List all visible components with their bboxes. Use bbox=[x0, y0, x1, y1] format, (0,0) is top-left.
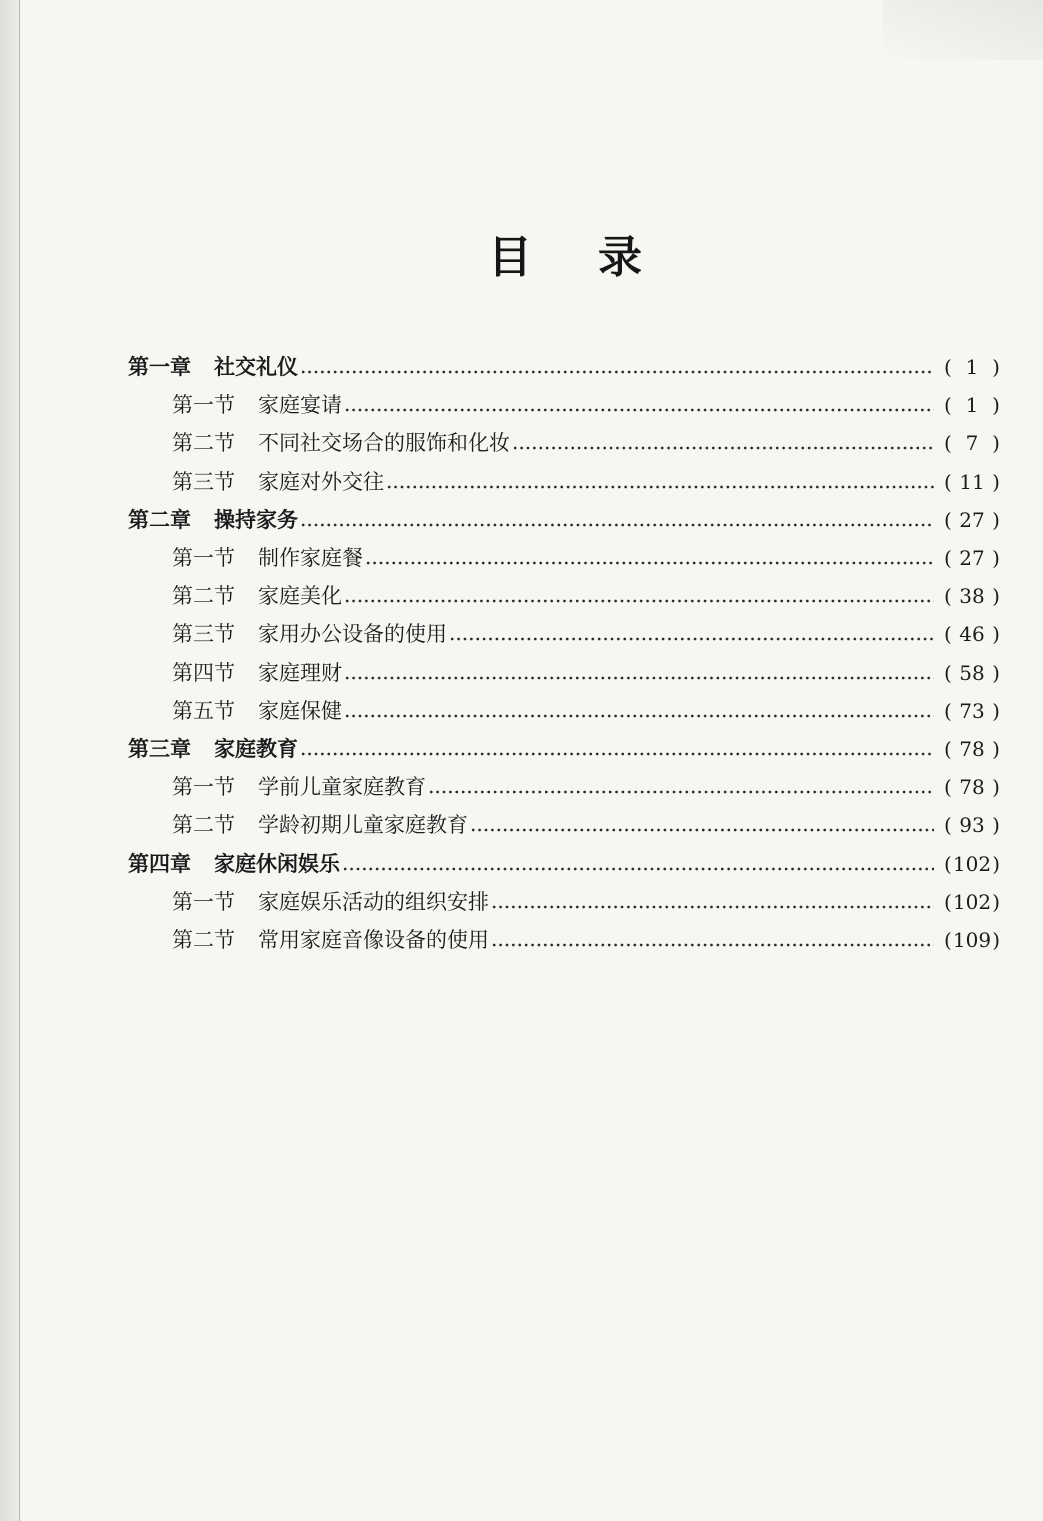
toc-dot-leader bbox=[512, 424, 934, 462]
toc-page-number-value: ( 27 bbox=[959, 507, 985, 532]
toc-entry-title: 家庭宴请 bbox=[258, 393, 342, 418]
toc-section-row bbox=[128, 539, 1000, 577]
toc-page-number-value: ( 102 bbox=[952, 889, 992, 914]
toc-page-number-value: ( 58 bbox=[959, 660, 985, 685]
toc-page-number bbox=[944, 921, 1000, 959]
toc-entry-title: 家庭教育 bbox=[214, 735, 298, 761]
toc-dot-leader bbox=[344, 577, 934, 615]
toc-page-number-value: ( 11 bbox=[959, 469, 985, 494]
toc-section-row bbox=[128, 806, 1000, 844]
toc-page-number-value: ( 38 bbox=[959, 584, 985, 609]
toc-page-number-value: ( 78 bbox=[959, 736, 985, 761]
toc-entry-title: 家用办公设备的使用 bbox=[258, 622, 447, 647]
toc-section-row bbox=[128, 615, 1000, 653]
toc-page-number-value: ( 78 bbox=[959, 775, 985, 800]
toc-dot-leader bbox=[300, 348, 934, 386]
toc-dot-leader bbox=[342, 845, 934, 883]
toc-entry-label: 第一节 bbox=[172, 775, 235, 800]
toc-section-row bbox=[128, 654, 1000, 692]
toc-entry-label: 第五节 bbox=[172, 698, 235, 723]
toc-entry-label: 第四节 bbox=[172, 660, 235, 685]
scan-shade bbox=[883, 0, 1043, 60]
toc-entry-label: 第二节 bbox=[172, 813, 235, 838]
toc-entry-title: 操持家务 bbox=[214, 506, 298, 532]
toc-section-row bbox=[128, 692, 1000, 730]
toc-chapter-row bbox=[128, 348, 1000, 386]
toc-page-number bbox=[944, 806, 1000, 844]
toc-page-number-value: ( 73 bbox=[959, 698, 985, 723]
toc-chapter-row bbox=[128, 730, 1000, 768]
toc-page-number bbox=[944, 730, 1000, 768]
toc-entry-title: 家庭保健 bbox=[258, 698, 342, 723]
toc-page-number bbox=[944, 348, 1000, 386]
toc-page-number-value: ( 46 bbox=[959, 622, 985, 647]
toc-entry-label: 第一节 bbox=[172, 393, 235, 418]
toc-entry-label: 第一节 bbox=[172, 546, 235, 571]
toc-page-number-value: ( 109 bbox=[952, 927, 992, 952]
toc-page-number bbox=[944, 654, 1000, 692]
toc-entry-title: 家庭对外交往 bbox=[258, 469, 384, 494]
page-title: 目录 bbox=[488, 232, 708, 283]
toc-section-row bbox=[128, 463, 1000, 501]
toc-entry-label: 第三章 bbox=[128, 735, 191, 761]
toc-section-row bbox=[128, 424, 1000, 462]
toc-page-number bbox=[944, 768, 1000, 806]
toc-entry-title: 家庭理财 bbox=[258, 660, 342, 685]
toc-page-number bbox=[944, 386, 1000, 424]
toc-page-number-value: ( 1 bbox=[965, 355, 979, 380]
toc-page-number bbox=[944, 463, 1000, 501]
toc-section-row bbox=[128, 768, 1000, 806]
toc-entry-title: 家庭休闲娱乐 bbox=[214, 850, 340, 876]
toc-entry-title: 学龄初期儿童家庭教育 bbox=[258, 813, 468, 838]
toc-page-number bbox=[944, 883, 1000, 921]
toc-dot-leader bbox=[344, 654, 934, 692]
toc-dot-leader bbox=[365, 539, 934, 577]
toc-page-number bbox=[944, 501, 1000, 539]
toc-dot-leader bbox=[300, 501, 934, 539]
toc-dot-leader bbox=[470, 806, 934, 844]
toc-dot-leader bbox=[344, 386, 934, 424]
toc-entry-label: 第一节 bbox=[172, 889, 235, 914]
toc-dot-leader bbox=[344, 692, 934, 730]
toc-entry-title: 不同社交场合的服饰和化妆 bbox=[258, 431, 510, 456]
toc-page-number bbox=[944, 424, 1000, 462]
toc-dot-leader bbox=[386, 463, 934, 501]
toc-page-number bbox=[944, 577, 1000, 615]
toc-entry-label: 第二节 bbox=[172, 584, 235, 609]
toc-page-number-value: ( 1 bbox=[965, 393, 979, 418]
table-of-contents bbox=[128, 348, 1000, 959]
toc-entry-title: 制作家庭餐 bbox=[258, 546, 363, 571]
toc-section-row bbox=[128, 386, 1000, 424]
toc-dot-leader bbox=[491, 921, 934, 959]
toc-entry-title: 学前儿童家庭教育 bbox=[258, 775, 426, 800]
toc-entry-label: 第一章 bbox=[128, 354, 191, 380]
scan-binding-edge bbox=[0, 0, 20, 1521]
toc-entry-title: 社交礼仪 bbox=[214, 354, 298, 380]
toc-page-number-value: ( 93 bbox=[959, 813, 985, 838]
toc-section-row bbox=[128, 577, 1000, 615]
toc-page-number bbox=[944, 692, 1000, 730]
toc-dot-leader bbox=[449, 615, 934, 653]
toc-entry-label: 第二节 bbox=[172, 927, 235, 952]
toc-dot-leader bbox=[428, 768, 934, 806]
toc-dot-leader bbox=[300, 730, 934, 768]
toc-page-number bbox=[944, 615, 1000, 653]
toc-page-number bbox=[944, 845, 1000, 883]
toc-entry-title: 家庭美化 bbox=[258, 584, 342, 609]
toc-page-number bbox=[944, 539, 1000, 577]
toc-dot-leader bbox=[491, 883, 934, 921]
toc-entry-label: 第三节 bbox=[172, 622, 235, 647]
toc-entry-label: 第四章 bbox=[128, 850, 191, 876]
toc-entry-label: 第三节 bbox=[172, 469, 235, 494]
toc-chapter-row bbox=[128, 501, 1000, 539]
toc-page-number-value: ( 102 bbox=[952, 851, 992, 876]
toc-entry-title: 家庭娱乐活动的组织安排 bbox=[258, 889, 489, 914]
toc-section-row bbox=[128, 883, 1000, 921]
toc-entry-label: 第二章 bbox=[128, 506, 191, 532]
toc-chapter-row bbox=[128, 844, 1000, 882]
toc-page-number-value: ( 27 bbox=[959, 546, 985, 571]
toc-section-row bbox=[128, 921, 1000, 959]
toc-entry-title: 常用家庭音像设备的使用 bbox=[258, 927, 489, 952]
toc-entry-label: 第二节 bbox=[172, 431, 235, 456]
toc-page-number-value: ( 7 bbox=[965, 431, 979, 456]
